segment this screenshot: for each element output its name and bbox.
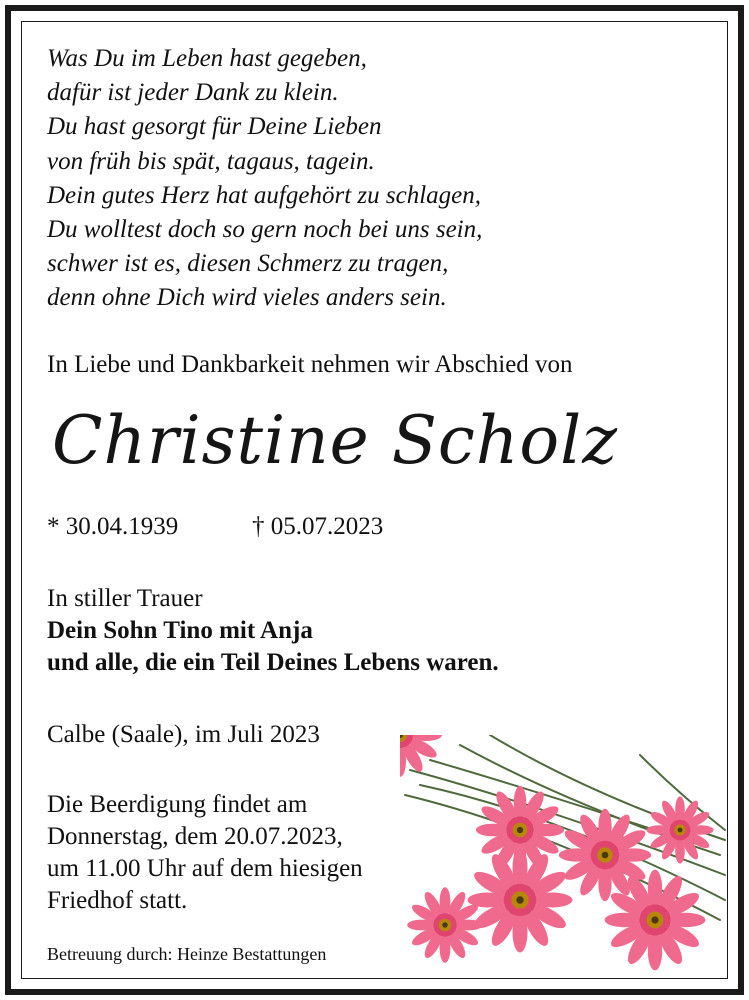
mourners-others: und alle, die ein Teil Deines Lebens waren. bbox=[47, 649, 499, 676]
poem-line: Du wolltest doch so gern noch bei uns sein, bbox=[47, 216, 483, 244]
poem bbox=[47, 42, 482, 316]
deceased-name: Christine Scholz bbox=[52, 402, 619, 479]
farewell-intro: In Liebe und Dankbarkeit nehmen wir Abschied von bbox=[47, 351, 573, 378]
poem-line: Dein gutes Herz hat aufgehört zu schlagen, bbox=[47, 181, 481, 209]
funeral-notice bbox=[47, 789, 363, 917]
gerbera-bouquet-image bbox=[400, 735, 730, 980]
undertaker-credit: Betreuung durch: Heinze Bestattungen bbox=[47, 944, 327, 964]
funeral-line: Donnerstag, dem 20.07.2023, bbox=[47, 823, 343, 850]
poem-line: dafür ist jeder Dank zu klein. bbox=[47, 79, 339, 107]
place-date: Calbe (Saale), im Juli 2023 bbox=[47, 721, 320, 748]
birth-date: * 30.04.1939 bbox=[47, 513, 179, 540]
funeral-line: Friedhof statt. bbox=[47, 887, 188, 914]
mourners-block bbox=[47, 583, 499, 679]
poem-line: schwer ist es, diesen Schmerz zu tragen, bbox=[47, 250, 449, 278]
funeral-line: um 11.00 Uhr auf dem hiesigen bbox=[47, 855, 363, 882]
poem-line: Du hast gesorgt für Deine Lieben bbox=[47, 113, 382, 141]
poem-line: von früh bis spät, tagaus, tagein. bbox=[47, 147, 375, 175]
mourners-family: Dein Sohn Tino mit Anja bbox=[47, 617, 313, 644]
gerbera-flower bbox=[400, 735, 442, 777]
funeral-line: Die Beerdigung findet am bbox=[47, 791, 308, 818]
poem-line: denn ohne Dich wird vieles anders sein. bbox=[47, 284, 447, 312]
poem-line: Was Du im Leben hast gegeben, bbox=[47, 45, 367, 72]
death-date: † 05.07.2023 bbox=[252, 513, 384, 540]
mourners-heading: In stiller Trauer bbox=[47, 585, 203, 612]
